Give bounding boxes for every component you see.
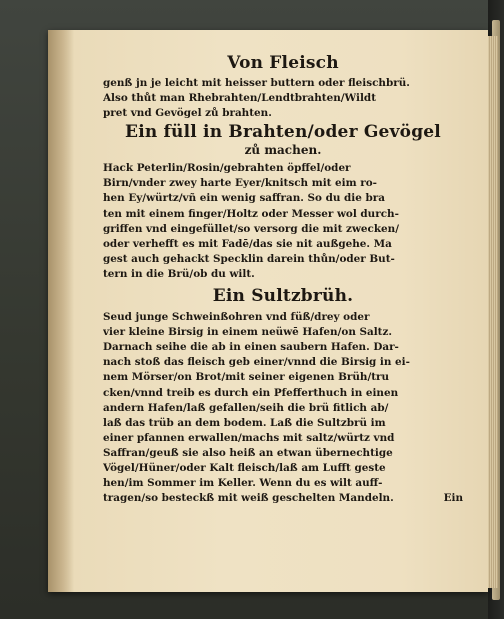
text-line: hen/im Sommer im Keller. Wenn du es wilt auff- <box>103 477 383 490</box>
text-line: hen Ey/würtz/vñ ein wenig saffran. So du die bra <box>103 192 385 205</box>
text-line: Hack Peterlin/Rosin/gebrahten öpffel/oder <box>103 162 351 175</box>
text-line: pret vnd Gevögel zů brahten. <box>103 107 272 120</box>
text-line: cken/vnnd treib es durch ein Pfefferthuch in einen <box>103 386 399 399</box>
text-line: andern Hafen/laß gefallen/seih die brü fitlich ab/ <box>103 401 389 414</box>
paragraph-fuell <box>103 161 463 282</box>
text-line: Darnach seihe die ab in einen saubern Hafen. Dar- <box>103 341 399 354</box>
page-heading: Von Fleisch <box>227 53 339 73</box>
text-line: genß jn je leicht mit heisser buttern oder fleischbrü. <box>103 77 410 89</box>
page-stack-edges <box>488 36 498 588</box>
section-subheading-fuell: zů machen. <box>244 143 322 158</box>
text-line: oder verhefft es mit Fadē/das sie nit außgehe. Ma <box>103 237 392 250</box>
paragraph-intro <box>103 76 463 121</box>
text-line: nem Mörser/on Brot/mit seiner eigenen Brüh/tru <box>103 371 390 384</box>
text-line: nach stoß das fleisch geb einer/vnnd die Birsig in ei- <box>103 356 410 369</box>
section-heading-sultzbrueh: Ein Sultzbrüh. <box>212 286 354 307</box>
text-line: griffen vnd eingefüllet/so versorg die mit zwecken/ <box>103 222 399 235</box>
text-line: laß das trüb an dem bodem. Laß die Sultzbrü im <box>103 416 386 429</box>
text-line: Seud junge Schweinßohren vnd füß/drey oder <box>103 311 370 324</box>
text-line: Saffran/geuß sie also heiß an etwan übernechtige <box>103 446 393 459</box>
section-heading-fuell: Ein füll in Brahten/oder Gevögel <box>125 122 441 143</box>
text-line: gest auch gehackt Specklin darein thůn/oder But- <box>103 252 395 265</box>
text-line: vier kleine Birsig in einem neüwē Hafen/on Saltz. <box>103 326 392 339</box>
text-line: tragen/so besteckß mit weiß geschelten Mandeln. <box>103 492 394 505</box>
text-line: Also thůt man Rhebrahten/Lendtbrahten/Wildt <box>103 92 376 105</box>
text-line: Birn/vnder zwey harte Eyer/knitsch mit eim ro- <box>103 177 377 190</box>
text-line: Vögel/Hüner/oder Kalt fleisch/laß am Lufft geste <box>103 461 386 474</box>
page-gutter-shadow <box>48 30 74 592</box>
page-text <box>103 52 463 506</box>
text-line: ten mit einem finger/Holtz oder Messer wol durch- <box>103 207 399 220</box>
catchword: Ein <box>443 492 463 505</box>
paragraph-sultzbrueh <box>103 310 463 506</box>
text-line: tern in die Brü/ob du wilt. <box>103 267 255 280</box>
text-line: einer pfannen erwallen/machs mit saltz/würtz vnd <box>103 431 395 444</box>
